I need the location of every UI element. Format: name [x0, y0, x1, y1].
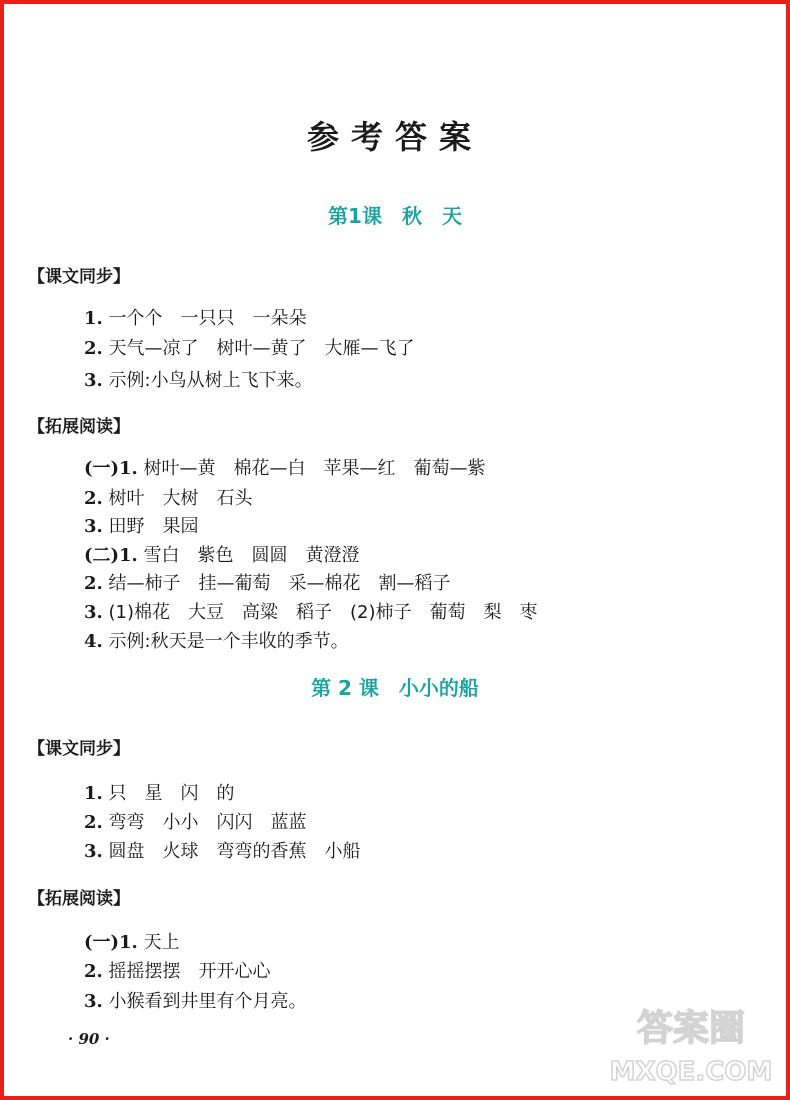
- answer-number: (二)1.: [84, 545, 138, 566]
- answer-text: 摇摇摆摆 开开心心: [108, 961, 271, 982]
- answer-number: 2.: [84, 338, 103, 359]
- answer-number: 3.: [84, 841, 103, 862]
- answer-line: [84, 366, 313, 392]
- answer-text: 示例:小鸟从树上飞下来。: [108, 370, 313, 391]
- answer-line: [84, 598, 538, 624]
- answer-text: 天上: [143, 932, 180, 953]
- answer-number: 2.: [84, 488, 103, 509]
- answer-text: 结—柿子 挂—葡萄 采—棉花 割—稻子: [108, 573, 451, 594]
- answer-text: 树叶 大树 石头: [108, 488, 253, 509]
- answer-line: [84, 987, 307, 1013]
- answer-number: 3.: [84, 370, 103, 391]
- answer-number: 4.: [84, 631, 103, 652]
- answer-line: [84, 541, 360, 567]
- answer-number: 1.: [84, 308, 103, 329]
- answer-number: 2.: [84, 573, 103, 594]
- answer-line: [84, 779, 235, 805]
- answer-number: 2.: [84, 961, 103, 982]
- lesson-1-section-reading: 【拓展阅读】: [28, 417, 130, 437]
- answer-number: 1.: [84, 783, 103, 804]
- answer-line: [84, 334, 415, 360]
- lesson-2-heading: 第 2 课 小小的船: [311, 676, 479, 700]
- page-number: · 90 ·: [68, 1030, 110, 1048]
- answer-text: 天气—凉了 树叶—黄了 大雁—飞了: [108, 338, 415, 359]
- answer-text: (1)棉花 大豆 高粱 稻子 (2)柿子 葡萄 梨 枣: [108, 602, 538, 623]
- lesson-2-section-sync: 【课文同步】: [28, 739, 130, 759]
- answer-line: [84, 512, 199, 538]
- answer-text: 一个个 一只只 一朵朵: [108, 308, 307, 329]
- answer-number: 2.: [84, 812, 103, 833]
- answer-number: 3.: [84, 602, 103, 623]
- answer-number: (一)1.: [84, 458, 138, 479]
- answer-text: 弯弯 小小 闪闪 蓝蓝: [108, 812, 307, 833]
- watermark-text-bottom: MXQE.COM: [609, 1057, 773, 1087]
- answer-text: 树叶—黄 棉花—白 苹果—红 葡萄—紫: [143, 458, 486, 479]
- answer-number: (一)1.: [84, 932, 138, 953]
- page-title: 参考答案: [306, 118, 483, 156]
- answer-text: 雪白 紫色 圆圆 黄澄澄: [143, 545, 360, 566]
- answer-line: [84, 837, 361, 863]
- answer-line: [84, 957, 271, 983]
- answer-text: 小猴看到井里有个月亮。: [108, 991, 307, 1012]
- lesson-2-section-reading: 【拓展阅读】: [28, 889, 130, 909]
- answer-line: [84, 454, 486, 480]
- answer-line: [84, 627, 349, 653]
- answer-text: 圆盘 火球 弯弯的香蕉 小船: [108, 841, 361, 862]
- answer-text: 示例:秋天是一个丰收的季节。: [108, 631, 349, 652]
- answer-line: [84, 484, 253, 510]
- lesson-1-heading: 第1课 秋 天: [328, 204, 462, 228]
- answer-line: [84, 808, 307, 834]
- answer-text: 只 星 闪 的: [108, 783, 235, 804]
- watermark-logo-icon: [606, 996, 776, 1088]
- answer-line: [84, 569, 451, 595]
- answer-number: 3.: [84, 991, 103, 1012]
- lesson-1-section-sync: 【课文同步】: [28, 267, 130, 287]
- answer-number: 3.: [84, 516, 103, 537]
- answer-text: 田野 果园: [108, 516, 199, 537]
- answer-line: [84, 304, 307, 330]
- answer-line: [84, 928, 180, 954]
- watermark-text-top: 答案圈: [636, 1008, 746, 1049]
